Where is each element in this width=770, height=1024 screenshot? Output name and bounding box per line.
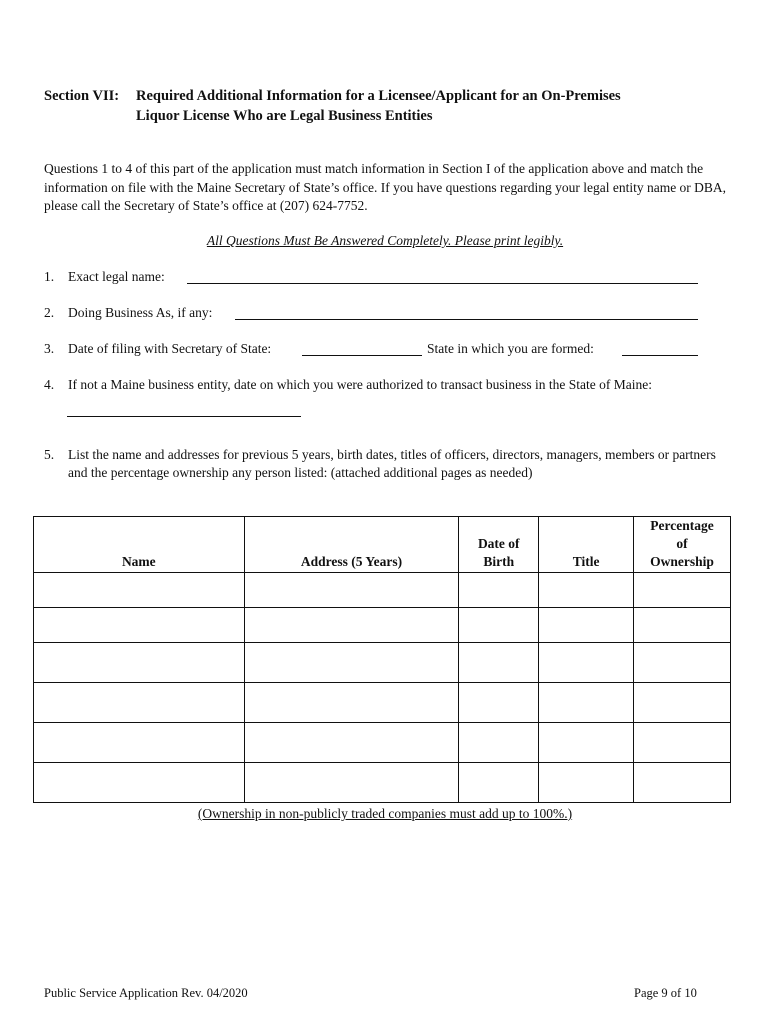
question-number: 4. bbox=[44, 377, 55, 392]
section-title-line2: Liquor License Who are Legal Business Entities bbox=[136, 108, 433, 124]
cell-address[interactable] bbox=[244, 683, 459, 723]
cell-percentage[interactable] bbox=[634, 608, 731, 643]
ownership-note: (Ownership in non-publicly traded companies must add up to 100%.) bbox=[197, 806, 573, 821]
cell-name[interactable] bbox=[34, 608, 245, 643]
cell-percentage[interactable] bbox=[634, 683, 731, 723]
cell-dob[interactable] bbox=[459, 723, 539, 763]
cell-address[interactable] bbox=[244, 643, 459, 683]
question-4 bbox=[44, 376, 652, 394]
table-row bbox=[34, 683, 731, 723]
header-title: Title bbox=[539, 517, 634, 573]
table-row bbox=[34, 573, 731, 608]
cell-dob[interactable] bbox=[459, 608, 539, 643]
table-row bbox=[34, 643, 731, 683]
cell-title[interactable] bbox=[539, 763, 634, 803]
cell-dob[interactable] bbox=[459, 643, 539, 683]
cell-title[interactable] bbox=[539, 683, 634, 723]
state-formed-field[interactable] bbox=[622, 355, 698, 356]
cell-name[interactable] bbox=[34, 573, 245, 608]
question-label: List the name and addresses for previous 5 years, birth dates, titles of officers, directors, managers, members or partners and the percentage ownership any person listed: (attached additional pages as needed) bbox=[68, 447, 716, 480]
header-percentage-ownership: Percentage of Ownership bbox=[634, 517, 731, 573]
cell-name[interactable] bbox=[34, 723, 245, 763]
cell-percentage[interactable] bbox=[634, 643, 731, 683]
cell-address[interactable] bbox=[244, 608, 459, 643]
footer-page-number: Page 9 of 10 bbox=[634, 986, 697, 1000]
ownership-table bbox=[33, 516, 731, 803]
intro-paragraph: Questions 1 to 4 of this part of the application must match information in Section I of the application above and match the information on file with the Maine Secretary of State’s office. If you have questions regarding your legal entity name or DBA, please call the Secretary of State’s office at (207) 624-7752. bbox=[44, 161, 727, 213]
cell-name[interactable] bbox=[34, 763, 245, 803]
question-label: If not a Maine business entity, date on which you were authorized to transact business in the State of Maine: bbox=[68, 377, 652, 392]
cell-address[interactable] bbox=[244, 763, 459, 803]
header-date-of-birth: Date of Birth bbox=[459, 517, 539, 573]
cell-dob[interactable] bbox=[459, 763, 539, 803]
cell-dob[interactable] bbox=[459, 573, 539, 608]
cell-title[interactable] bbox=[539, 643, 634, 683]
table-row bbox=[34, 723, 731, 763]
section-label: Section VII: bbox=[44, 88, 120, 104]
question-label: Doing Business As, if any: bbox=[68, 305, 213, 320]
filing-date-field[interactable] bbox=[302, 355, 422, 356]
cell-address[interactable] bbox=[244, 573, 459, 608]
header-address: Address (5 Years) bbox=[244, 517, 459, 573]
question-label: Date of filing with Secretary of State: bbox=[68, 341, 272, 356]
cell-title[interactable] bbox=[539, 573, 634, 608]
cell-percentage[interactable] bbox=[634, 573, 731, 608]
cell-title[interactable] bbox=[539, 608, 634, 643]
cell-title[interactable] bbox=[539, 723, 634, 763]
table-row bbox=[34, 608, 731, 643]
question-3-state-label: State in which you are formed: bbox=[427, 341, 594, 356]
instruction-text: All Questions Must Be Answered Completely. Please print legibly. bbox=[206, 233, 564, 248]
cell-name[interactable] bbox=[34, 683, 245, 723]
question-number: 1. bbox=[44, 269, 55, 284]
section-title-line1: Required Additional Information for a Licensee/Applicant for an On-Premises bbox=[136, 88, 621, 104]
question-2 bbox=[44, 304, 212, 322]
question-number: 2. bbox=[44, 305, 55, 320]
question-number: 5. bbox=[44, 447, 55, 462]
table-header-row bbox=[34, 517, 731, 573]
cell-percentage[interactable] bbox=[634, 763, 731, 803]
cell-address[interactable] bbox=[244, 723, 459, 763]
question-number: 3. bbox=[44, 341, 55, 356]
header-name: Name bbox=[34, 517, 245, 573]
footer-revision: Public Service Application Rev. 04/2020 bbox=[44, 986, 248, 1000]
legal-name-field[interactable] bbox=[187, 283, 698, 284]
cell-name[interactable] bbox=[34, 643, 245, 683]
cell-percentage[interactable] bbox=[634, 723, 731, 763]
table-row bbox=[34, 763, 731, 803]
question-5 bbox=[44, 446, 734, 482]
question-3 bbox=[44, 340, 271, 358]
cell-dob[interactable] bbox=[459, 683, 539, 723]
authorization-date-field[interactable] bbox=[67, 416, 301, 417]
dba-field[interactable] bbox=[235, 319, 698, 320]
question-1 bbox=[44, 268, 165, 286]
question-label: Exact legal name: bbox=[68, 269, 165, 284]
